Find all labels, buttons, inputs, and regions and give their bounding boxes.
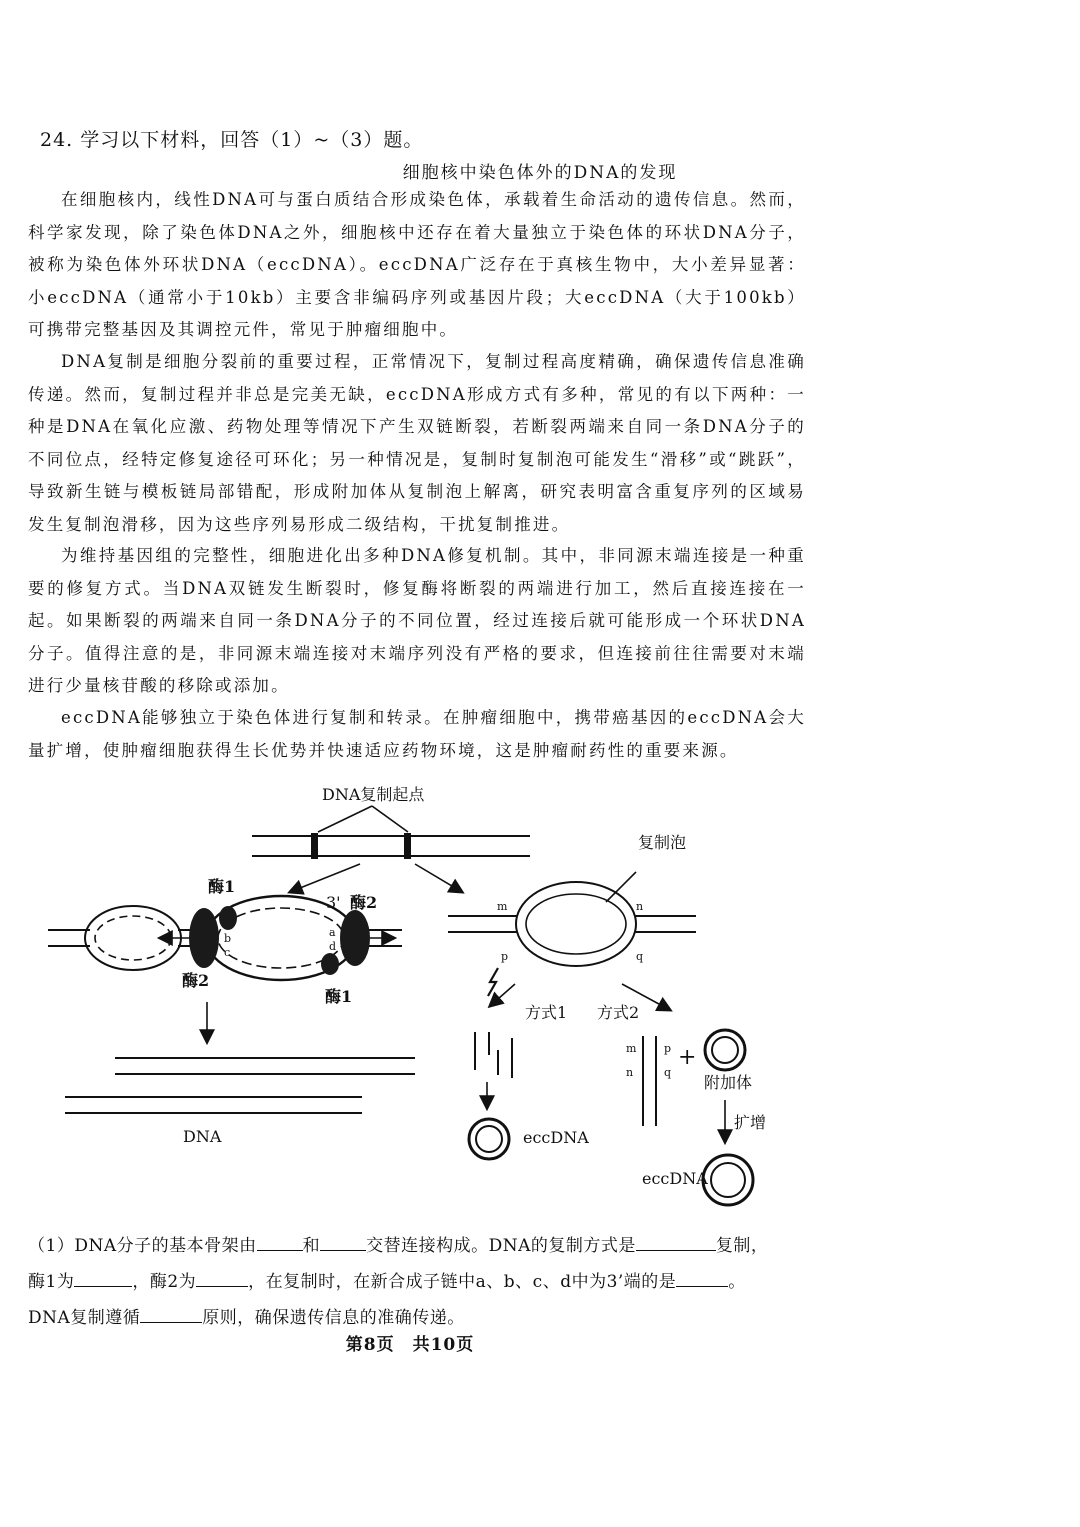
q1-text-4: 复制， <box>715 1236 769 1256</box>
paragraph-3: 为维持基因组的完整性，细胞进化出多种DNA修复机制。其中，非同源末端连接是一种重要的修复方式。当DNA双链发生断裂时，修复酶将断裂的两端进行加工，然后直接连接在一起。如果断裂的两端来自同一条DNA分子的不同位置，经过连接后就可能形成一个环状DNA分子。值得注意的是，非同源末端连接对末端序列没有严格的要求，但连接前往往需要对末端进行少量核苷酸的移除或添加。 <box>28 546 806 695</box>
amplify-label: 扩增 <box>734 1113 767 1132</box>
p-label: p <box>501 950 509 963</box>
q1-text-5: 酶1为 <box>28 1272 75 1292</box>
bubble-pointer <box>606 872 636 902</box>
article-title: 细胞核中染色体外的DNA的发现 <box>402 163 678 183</box>
answer-blank-3[interactable] <box>636 1232 716 1251</box>
paragraph-4: eccDNA能够独立于染色体进行复制和转录。在肿瘤细胞中，携带癌基因的eccDNA会大量扩增，使肿瘤细胞获得生长优势并快速适应药物环境，这是肿瘤耐药性的重要来源。 <box>28 708 806 760</box>
origin-label: DNA复制起点 <box>322 785 425 804</box>
q1-text-2: 和 <box>302 1236 321 1256</box>
dna-label: DNA <box>183 1127 222 1146</box>
strand-d-label: d <box>329 940 337 953</box>
q-label: q <box>636 950 644 963</box>
three-prime-label: 3' <box>326 893 341 912</box>
answer-blank-2[interactable] <box>320 1232 366 1251</box>
enzyme2-bottom-label: 酶2 <box>182 971 210 990</box>
daughter-dna-lines <box>65 1058 415 1113</box>
m-label-2: m <box>626 1042 637 1055</box>
enzyme2-top-label: 酶2 <box>350 893 378 912</box>
arrow-to-left <box>290 864 360 892</box>
enzyme1-bottom-label: 酶1 <box>325 987 353 1006</box>
question-header: 24. 学习以下材料，回答（1）~（3）题。 <box>40 129 424 151</box>
n-label: n <box>636 900 644 913</box>
break-bolt-icon <box>488 968 498 996</box>
p-label-2: p <box>664 1042 672 1055</box>
eccdna-circle-2 <box>703 1155 753 1205</box>
answer-blank-6[interactable] <box>676 1268 728 1287</box>
method2-label: 方式2 <box>597 1003 640 1022</box>
paragraph-1: 在细胞核内，线性DNA可与蛋白质结合形成染色体，承载着生命活动的遗传信息。然而，科学家发现，除了染色体DNA之外，细胞核中还存在着大量独立于染色体的环状DNA分子，被称为染色体外环状DNA（eccDNA）。eccDNA广泛存在于真核生物中，大小差异显著：小eccDNA（通常小于10kb）主要含非编码序列或基因片段；大eccDNA（大于100kb）可携带完整基因及其调控元件，常见于肿瘤细胞中。 <box>28 190 806 339</box>
q1-text-10: 原则，确保遗传信息的准确传递。 <box>202 1308 465 1328</box>
page-footer: 第8页 共10页 <box>345 1335 475 1355</box>
answer-blank-5[interactable] <box>196 1268 248 1287</box>
strand-c-label: c <box>224 946 231 959</box>
answer-blank-4[interactable] <box>74 1268 132 1287</box>
eccdna-label-1: eccDNA <box>523 1128 589 1147</box>
q1-text-6: ，酶2为 <box>132 1272 197 1292</box>
episome-circle <box>705 1030 745 1070</box>
episome-label: 附加体 <box>704 1073 753 1092</box>
sub-question-1 <box>28 1228 818 1336</box>
origin-pointer-right <box>372 806 408 832</box>
n-label-2: n <box>626 1066 634 1079</box>
arrow-to-right <box>415 864 462 892</box>
q-label-2: q <box>664 1066 672 1079</box>
replication-bubble <box>448 882 696 966</box>
eccdna-circle-1 <box>469 1119 509 1159</box>
linear-dna-top <box>252 833 530 859</box>
answer-blank-1[interactable] <box>257 1232 303 1251</box>
method2-strands <box>643 1036 656 1126</box>
q1-text-3: 交替连接构成。DNA的复制方式是 <box>366 1236 636 1256</box>
q1-text-7: ，在复制时，在新合成子链中a、b、c、d中为3’端的是 <box>248 1272 677 1292</box>
q1-text-9: DNA复制遵循 <box>28 1308 141 1328</box>
plus-sign: + <box>678 1045 697 1070</box>
q1-text-1: （1）DNA分子的基本骨架由 <box>28 1236 257 1256</box>
bubble-label: 复制泡 <box>638 833 687 852</box>
method1-label: 方式1 <box>525 1003 568 1022</box>
strand-a-label: a <box>329 926 336 939</box>
strand-b-label: b <box>224 932 232 945</box>
q1-text-8: 。 <box>728 1272 746 1292</box>
eccdna-label-2: eccDNA <box>642 1169 708 1188</box>
origin-pointer-left <box>318 806 372 832</box>
replication-diagram <box>0 770 1080 1220</box>
answer-blank-7[interactable] <box>140 1304 202 1323</box>
method1-fragments <box>475 1032 512 1078</box>
enzyme1-top-label: 酶1 <box>208 877 236 896</box>
m-label: m <box>497 900 508 913</box>
paragraph-2: DNA复制是细胞分裂前的重要过程，正常情况下，复制过程高度精确，确保遗传信息准确传递。然而，复制过程并非总是完美无缺，eccDNA形成方式有多种，常见的有以下两种：一种是DNA在氧化应激、药物处理等情况下产生双链断裂，若断裂两端来自同一条DNA分子的不同位点，经特定修复途径可环化；另一种情况是，复制时复制泡可能发生“滑移”或“跳跃”，导致新生链与模板链局部错配，形成附加体从复制泡上解离，研究表明富含重复序列的区域易发生复制泡滑移，因为这些序列易形成二级结构，干扰复制推进。 <box>28 352 806 534</box>
